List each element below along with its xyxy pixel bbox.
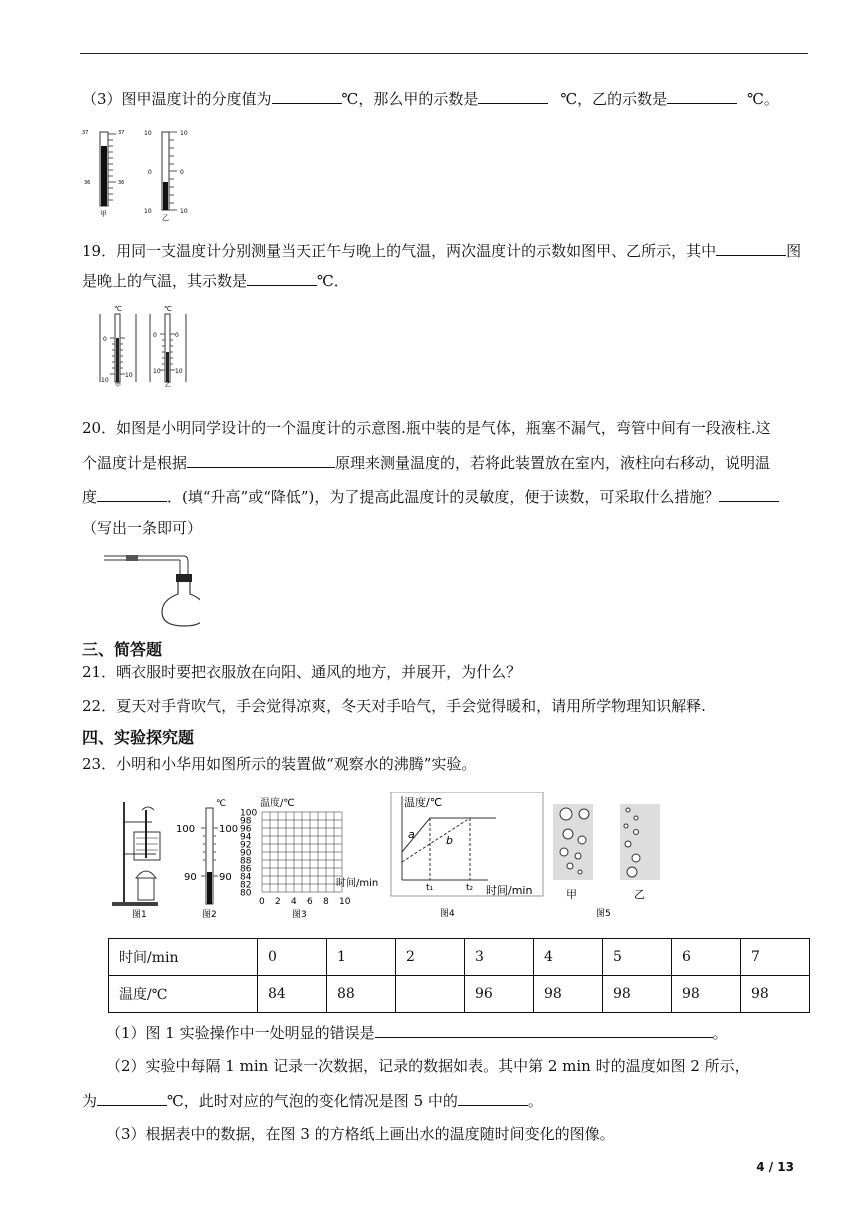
table-header-cell: 时间/min <box>109 939 258 976</box>
x-tick-label: 4 <box>291 897 297 907</box>
table-cell: 98 <box>603 976 672 1013</box>
y-tick-label: 90 <box>240 848 252 859</box>
table-cell: 98 <box>534 976 603 1013</box>
answer-blank[interactable] <box>97 1090 167 1106</box>
curve-label-a: a <box>408 828 415 841</box>
table-cell: 4 <box>534 939 603 976</box>
figure-2-thermometer <box>176 799 238 920</box>
x-tick-label: 6 <box>307 897 313 907</box>
figure-caption: 图3 <box>292 910 307 920</box>
table-cell: 0 <box>258 939 327 976</box>
q23-part2-line1: （2）实验中每隔 1 min 记录一次数据，记录的数据如表。其中第 2 min 时的温度如图 2 所示， <box>106 1057 750 1075</box>
table-cell-empty[interactable] <box>396 976 465 1013</box>
table-row <box>109 939 810 976</box>
q21-text: 21．晒衣服时要把衣服放在向阳、通风的地方，并展开，为什么？ <box>82 663 522 681</box>
page-number: 4 / 13 <box>756 1160 794 1174</box>
x-tick-label: 0 <box>259 897 265 907</box>
figure-label-jia: 甲 <box>566 888 577 901</box>
unit-label: ℃ <box>216 799 227 809</box>
figure-caption: 图5 <box>596 909 611 919</box>
tick-label: 36 <box>84 180 91 186</box>
unit-label: ℃ <box>114 305 122 313</box>
answer-blank[interactable] <box>478 88 548 104</box>
q22-text: 22．夏天对手背吹气，手会觉得凉爽，冬天对手哈气，手会觉得暖和，请用所学物理知识解释. <box>82 697 706 715</box>
figure-caption: 图2 <box>202 910 217 920</box>
q23-part3: （3）根据表中的数据，在图 3 的方格纸上画出水的温度随时间变化的图像。 <box>106 1125 615 1143</box>
y-tick-label: 100 <box>240 808 258 819</box>
thermometer-jia <box>82 130 124 218</box>
q20-line3: 度 ．(填“升高”或“降低”)，为了提高此温度计的灵敏度，便于读数，可采取什么措施？ <box>82 486 779 507</box>
figure-caption: 图4 <box>440 909 455 919</box>
q19-line2: 是晚上的气温，其示数是 ℃． <box>82 272 349 290</box>
table-cell: 3 <box>465 939 534 976</box>
y-tick-label: 92 <box>240 840 252 851</box>
x-tick-label: 10 <box>339 897 351 907</box>
figure-label-yi: 乙 <box>634 888 645 901</box>
figure-label-yi: 乙 <box>162 214 169 222</box>
y-tick-label: 94 <box>240 832 252 843</box>
q23-intro: 23．小明和小华用如图所示的装置做“观察水的沸腾”实验。 <box>82 755 477 773</box>
y-tick-label: 80 <box>240 888 252 899</box>
section-title: 四、实验探究题 <box>82 728 195 747</box>
table-cell: 6 <box>672 939 741 976</box>
tick-label: 0 <box>153 332 157 339</box>
tick-label: 0 <box>103 336 107 343</box>
data-table <box>108 938 810 1013</box>
x-tick-label: 8 <box>323 897 329 907</box>
tick-label: 100 <box>219 824 239 835</box>
figure-label-yi: 乙 <box>165 382 172 388</box>
figure-1-apparatus <box>112 802 160 920</box>
answer-blank[interactable] <box>272 88 342 104</box>
tick-label: 90 <box>184 872 197 883</box>
answer-blank[interactable] <box>247 270 317 286</box>
unit-label: ℃ <box>164 305 172 313</box>
answer-blank[interactable] <box>719 486 779 502</box>
header-rule <box>80 53 808 54</box>
q20-line2: 个温度计是根据 原理来测量温度的，若将此装置放在室内，液柱向右移动，说明温 <box>82 454 771 472</box>
curve-label-b: b <box>446 834 453 847</box>
answer-blank[interactable] <box>667 88 737 104</box>
figure-label-jia: 甲 <box>115 382 122 388</box>
thermometer-yi <box>150 305 186 388</box>
x-axis-label: 时间/min <box>336 878 379 889</box>
figure-caption: 图1 <box>132 910 147 920</box>
figure-label-jia: 甲 <box>100 210 107 218</box>
flask-thermometer-figure <box>100 544 200 628</box>
tick-label: 100 <box>176 824 196 835</box>
figure-5-bubbles <box>553 804 660 919</box>
tick-label: 10 <box>125 372 133 379</box>
table-cell: 5 <box>603 939 672 976</box>
y-axis-label: 温度/℃ <box>404 796 443 809</box>
tick-label: 36 <box>118 180 125 186</box>
table-cell: 84 <box>258 976 327 1013</box>
tick-label: 0 <box>180 169 184 176</box>
q23-figures <box>108 792 668 922</box>
x-tick-label: 2 <box>275 897 281 907</box>
section-title: 三、简答题 <box>82 640 163 659</box>
thermometer-yi <box>144 130 188 222</box>
answer-blank[interactable] <box>375 1022 713 1038</box>
t1-label: t₁ <box>426 883 434 893</box>
y-tick-label: 84 <box>240 872 252 883</box>
tick-label: 10 <box>144 208 152 215</box>
y-tick-label: 82 <box>240 880 252 891</box>
tick-label: 10 <box>144 130 152 137</box>
tick-label: 10 <box>180 208 188 215</box>
tick-label: 0 <box>175 332 179 339</box>
table-header-cell: 温度/℃ <box>109 976 258 1013</box>
table-cell: 88 <box>327 976 396 1013</box>
table-cell: 7 <box>741 939 810 976</box>
table-cell: 98 <box>672 976 741 1013</box>
t2-label: t₂ <box>466 883 474 893</box>
figure-3-grid <box>240 796 378 920</box>
tick-label: 37 <box>118 130 125 136</box>
tick-label: 10 <box>180 130 188 137</box>
y-tick-label: 98 <box>240 816 252 827</box>
answer-blank[interactable] <box>458 1090 528 1106</box>
table-row <box>109 976 810 1013</box>
x-axis-label: 时间/min <box>486 884 533 897</box>
y-tick-label: 88 <box>240 856 252 867</box>
tick-label: 10 <box>153 368 161 375</box>
answer-blank[interactable] <box>716 240 786 256</box>
q19-thermometer-figure <box>96 302 196 388</box>
answer-blank[interactable] <box>187 452 335 468</box>
y-axis-label: 温度/℃ <box>260 798 295 809</box>
q20-line1: 20．如图是小明同学设计的一个温度计的示意图.瓶中装的是气体，瓶塞不漏气，弯管中间有一段液柱.这 <box>82 419 771 437</box>
table-cell: 2 <box>396 939 465 976</box>
q20-line4: （写出一条即可） <box>82 519 203 537</box>
q18-thermometer-figure <box>78 126 198 222</box>
tick-label: 10 <box>175 368 183 375</box>
tick-label: 90 <box>219 872 232 883</box>
q23-part2-line2: 为 ℃，此时对应的气泡的变化情况是图 5 中的 。 <box>82 1092 543 1110</box>
q19-line1: 19．用同一支温度计分别测量当天正午与晚上的气温，两次温度计的示数如图甲、乙所示，其中 图 <box>82 242 802 260</box>
tick-label: 10 <box>101 377 109 384</box>
thermometer-jia <box>100 305 136 388</box>
answer-blank[interactable] <box>97 486 167 502</box>
tick-label: 0 <box>148 169 152 176</box>
q23-part1: （1）图 1 实验操作中一处明显的错误是 。 <box>106 1024 728 1042</box>
tick-label: 37 <box>82 130 89 136</box>
q18-part3-text: （3）图甲温度计的分度值为 ℃，那么甲的示数是 ℃，乙的示数是 ℃。 <box>82 90 779 108</box>
table-cell: 96 <box>465 976 534 1013</box>
y-tick-label: 86 <box>240 864 252 875</box>
table-cell: 98 <box>741 976 810 1013</box>
figure-4-graph <box>391 792 543 919</box>
table-cell: 1 <box>327 939 396 976</box>
y-tick-label: 96 <box>240 824 252 835</box>
